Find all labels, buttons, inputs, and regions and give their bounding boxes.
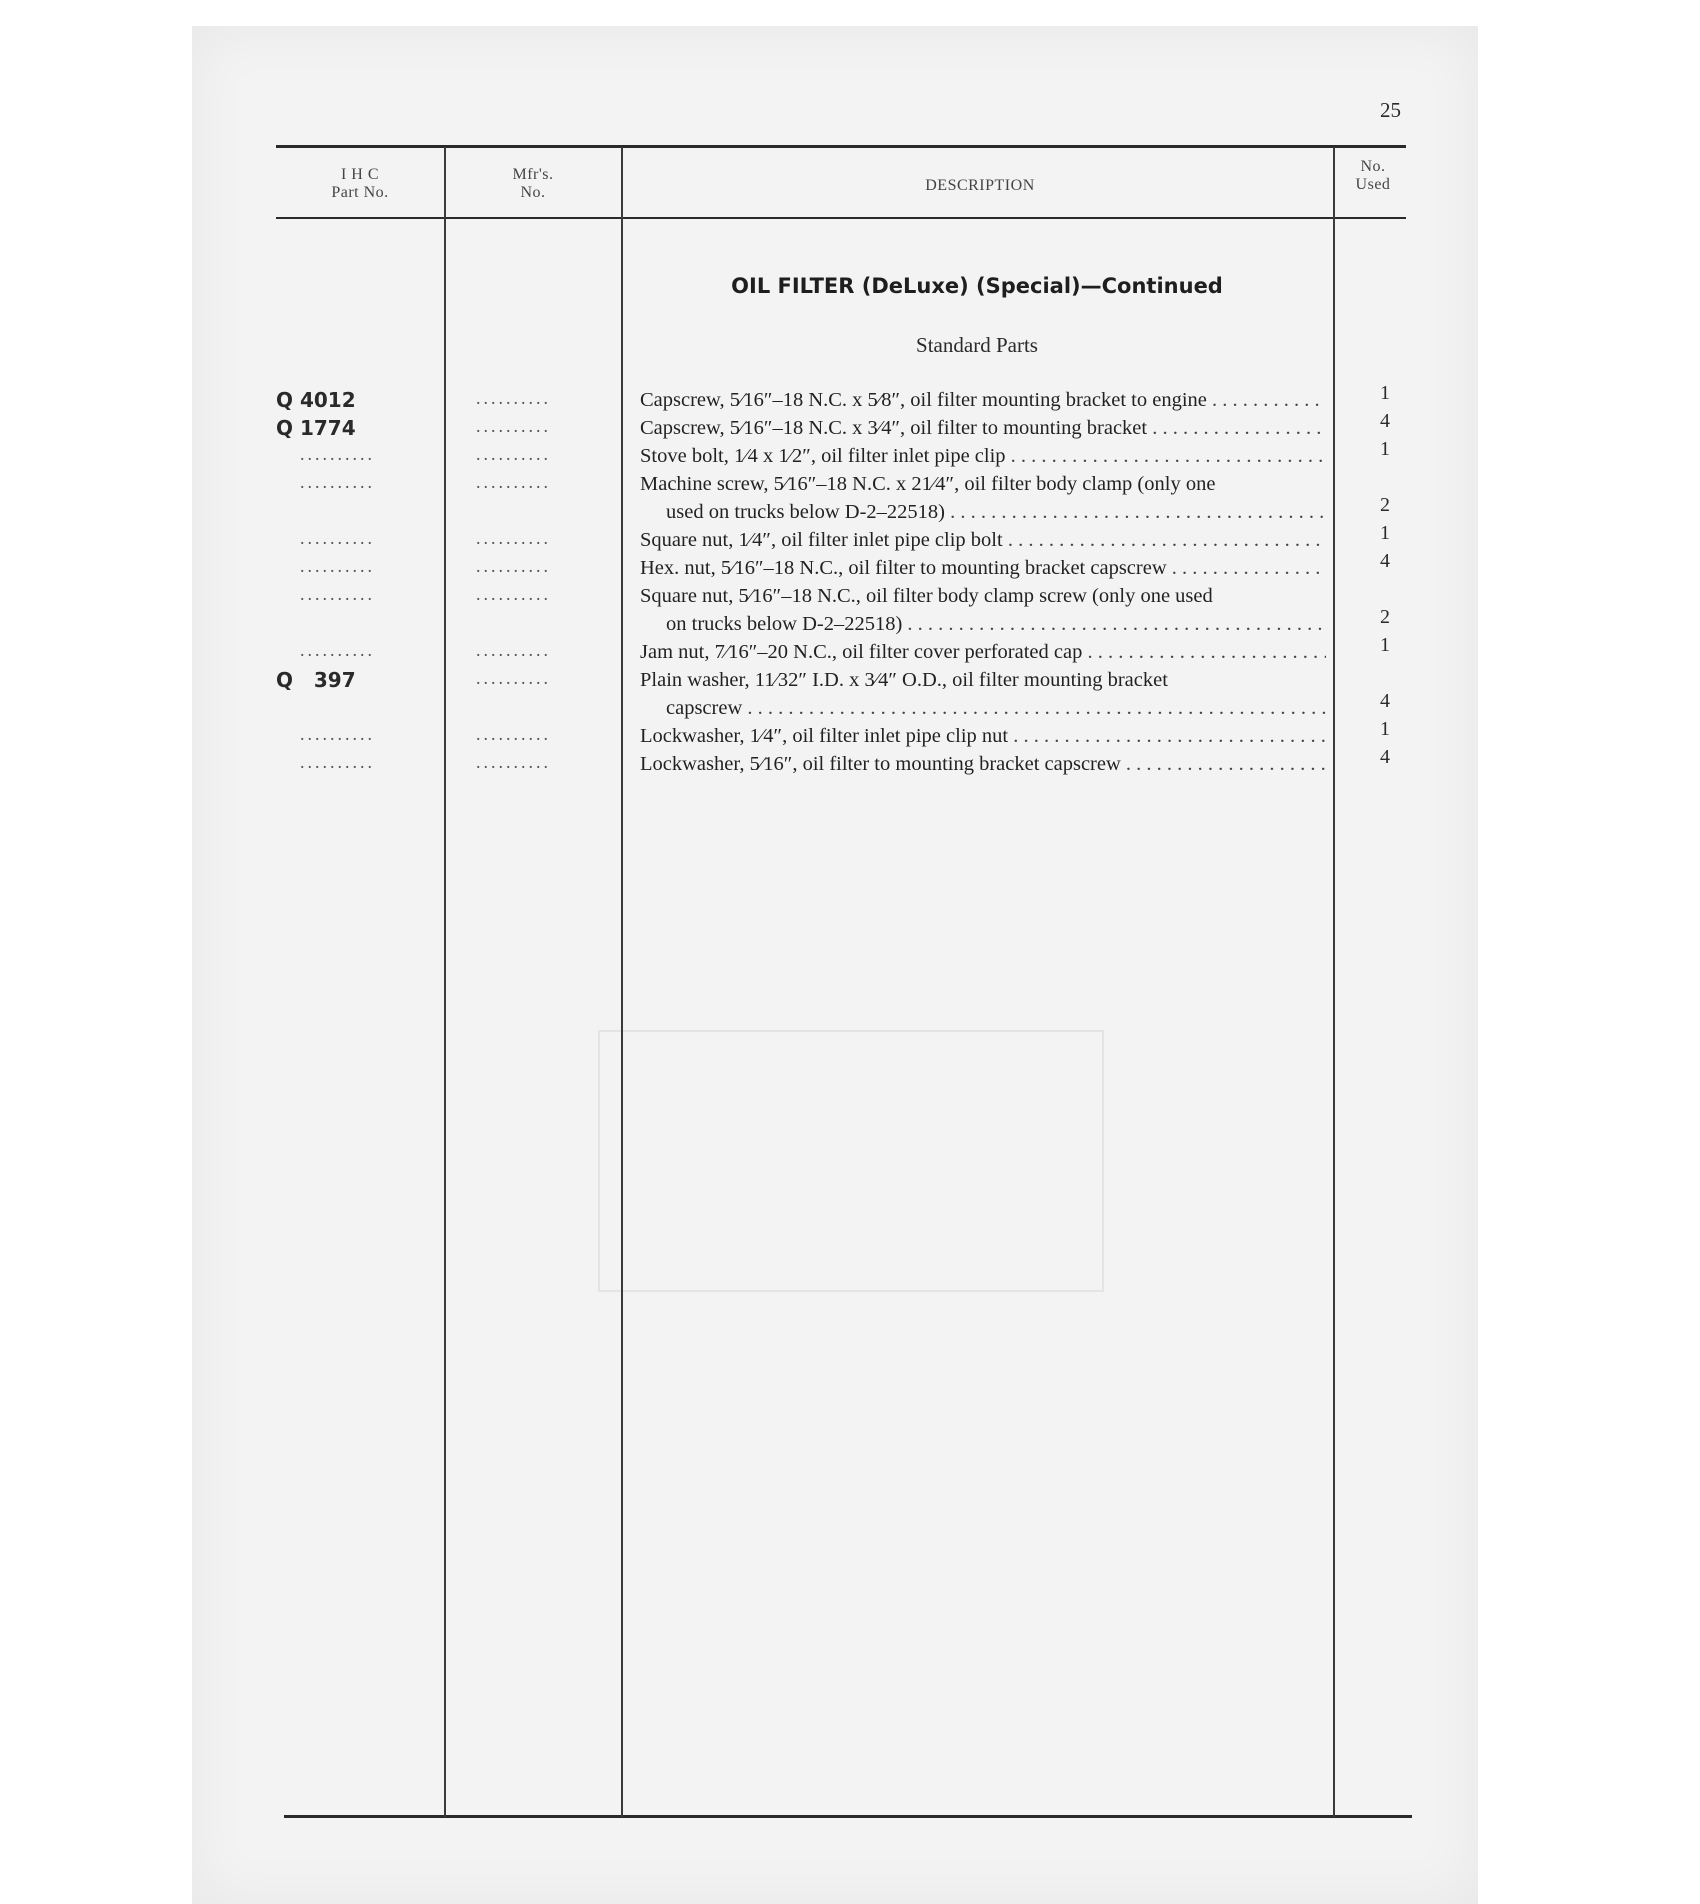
mfr-number: .......... — [476, 472, 551, 492]
description-line — [640, 414, 1326, 442]
mfr-number: .......... — [476, 444, 551, 464]
description-text: Capscrew, 5⁄16″–18 N.C. x 5⁄8″, oil filter mounting bracket to engine . . . — [640, 386, 1326, 414]
quantity-used: 1 — [1380, 522, 1390, 544]
quantity-used: 1 — [1380, 382, 1390, 404]
description-text: used on trucks below D-2–22518) . . . — [666, 498, 1326, 526]
quantity-used: 4 — [1380, 550, 1390, 572]
mfr-number: .......... — [476, 640, 551, 660]
part-number: .......... — [300, 444, 375, 464]
quantity-used: 1 — [1380, 718, 1390, 740]
part-description — [640, 750, 1326, 778]
header-part-no — [290, 166, 430, 202]
description-text: Lockwasher, 5⁄16″, oil filter to mounting bracket capscrew . . . — [640, 750, 1326, 778]
part-number: .......... — [300, 472, 375, 492]
mfr-number: .......... — [476, 528, 551, 548]
mfr-number: .......... — [476, 752, 551, 772]
description-line — [640, 554, 1326, 582]
description-line — [640, 694, 1326, 722]
description-line — [640, 722, 1326, 750]
quantity-used: 4 — [1380, 690, 1390, 712]
page-number: 25 — [1380, 98, 1401, 122]
mfr-number: .......... — [476, 724, 551, 744]
part-description — [640, 638, 1326, 666]
description-text: Plain washer, 11⁄32″ I.D. x 3⁄4″ O.D., oil filter mounting bracket — [640, 669, 1168, 691]
description-text: capscrew . . . — [666, 694, 1326, 722]
header-description — [880, 177, 1080, 195]
quantity-used: 2 — [1380, 606, 1390, 628]
quantity-used: 4 — [1380, 410, 1390, 432]
section-subtitle: Standard Parts — [916, 333, 1038, 357]
header-no-used-line2: Used — [1355, 176, 1391, 193]
part-number: .......... — [300, 584, 375, 604]
part-number: .......... — [300, 752, 375, 772]
quantity-used: 4 — [1380, 746, 1390, 768]
part-description — [640, 666, 1326, 722]
mfr-number: .......... — [476, 416, 551, 436]
description-text: Square nut, 5⁄16″–18 N.C., oil filter body clamp screw (only one used — [640, 585, 1213, 607]
description-line — [640, 610, 1326, 638]
description-text: Stove bolt, 1⁄4 x 1⁄2″, oil filter inlet pipe clip . . . — [640, 442, 1326, 470]
description-text: Square nut, 1⁄4″, oil filter inlet pipe clip bolt . . . — [640, 526, 1326, 554]
header-part-no-line2: Part No. — [331, 184, 389, 201]
column-divider-2 — [621, 147, 623, 1817]
part-description — [640, 386, 1326, 414]
mfr-number: .......... — [476, 584, 551, 604]
part-description — [640, 414, 1326, 442]
mfr-number: .......... — [476, 388, 551, 408]
part-description — [640, 554, 1326, 582]
description-line — [640, 498, 1326, 526]
quantity-used: 1 — [1380, 634, 1390, 656]
header-part-no-line1: I H C — [340, 166, 380, 183]
part-number: Q 1774 — [276, 416, 356, 440]
description-line — [640, 470, 1326, 498]
description-line — [640, 638, 1326, 666]
description-text: on trucks below D-2–22518) . . . — [666, 610, 1326, 638]
description-text: Capscrew, 5⁄16″–18 N.C. x 3⁄4″, oil filter to mounting bracket . . . — [640, 414, 1326, 442]
table-bottom-rule — [284, 1815, 1412, 1818]
description-text: Machine screw, 5⁄16″–18 N.C. x 21⁄4″, oil filter body clamp (only one — [640, 473, 1216, 495]
header-description-text: DESCRIPTION — [925, 177, 1035, 194]
bleed-through-table — [598, 1030, 1104, 1292]
part-number: Q 397 — [276, 668, 356, 692]
description-line — [640, 442, 1326, 470]
description-text: Hex. nut, 5⁄16″–18 N.C., oil filter to mounting bracket capscrew . . . — [640, 554, 1326, 582]
part-number: .......... — [300, 556, 375, 576]
header-mfr-no-line1: Mfr's. — [512, 166, 554, 183]
header-mfr-no-line2: No. — [520, 184, 546, 201]
description-line — [640, 582, 1326, 610]
part-description — [640, 722, 1326, 750]
mfr-number: .......... — [476, 668, 551, 688]
mfr-number: .......... — [476, 556, 551, 576]
description-line — [640, 526, 1326, 554]
header-mfr-no — [470, 166, 596, 202]
part-description — [640, 442, 1326, 470]
description-line — [640, 666, 1326, 694]
part-description — [640, 582, 1326, 638]
part-number: Q 4012 — [276, 388, 356, 412]
quantity-used: 1 — [1380, 438, 1390, 460]
header-no-used — [1340, 158, 1406, 194]
section-title: OIL FILTER (DeLuxe) (Special)—Continued — [731, 274, 1223, 298]
column-divider-1 — [444, 147, 446, 1817]
part-description — [640, 470, 1326, 526]
description-line — [640, 386, 1326, 414]
part-number: .......... — [300, 528, 375, 548]
column-divider-3 — [1333, 147, 1335, 1817]
scanned-page — [192, 26, 1478, 1904]
description-text: Jam nut, 7⁄16″–20 N.C., oil filter cover perforated cap . . . — [640, 638, 1326, 666]
description-line — [640, 750, 1326, 778]
part-number: .......... — [300, 640, 375, 660]
part-description — [640, 526, 1326, 554]
quantity-used: 2 — [1380, 494, 1390, 516]
header-no-used-line1: No. — [1360, 158, 1386, 175]
description-text: Lockwasher, 1⁄4″, oil filter inlet pipe clip nut . . . — [640, 722, 1326, 750]
part-number: .......... — [300, 724, 375, 744]
